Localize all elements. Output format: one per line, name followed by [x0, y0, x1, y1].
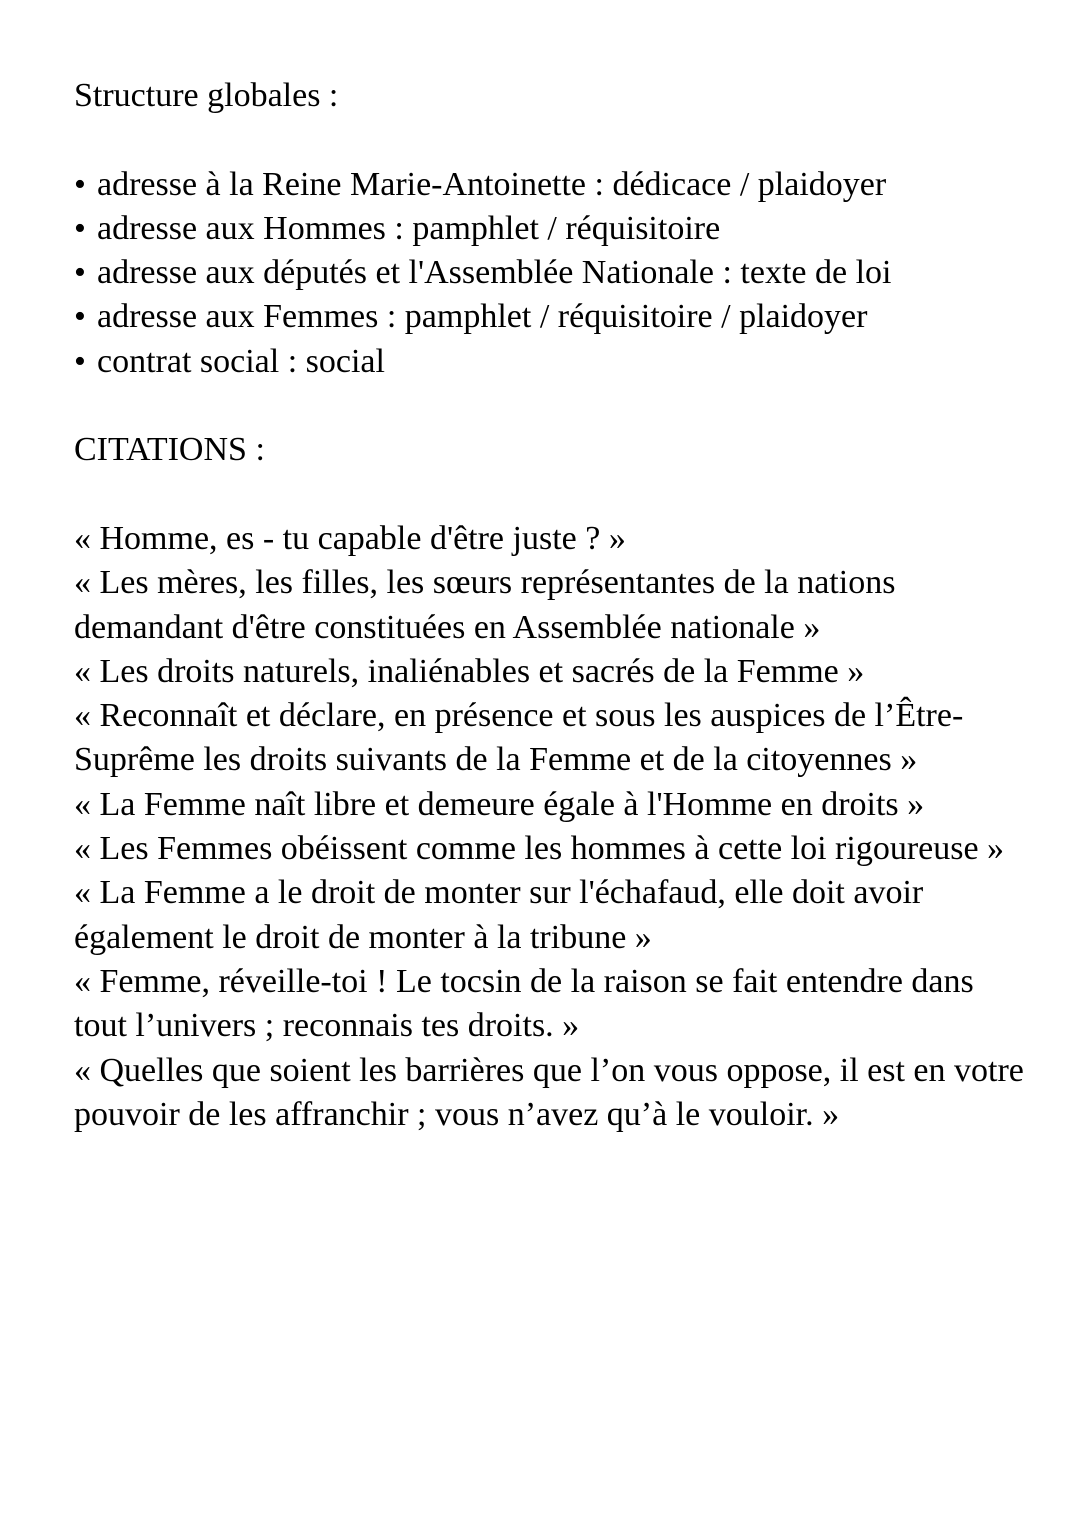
list-item	[74, 207, 1034, 251]
structure-heading: Structure globales :	[74, 77, 339, 114]
citations-list	[74, 517, 1034, 1137]
list-item	[74, 163, 1034, 207]
bullet-icon: •	[74, 298, 86, 336]
bullet-icon: •	[74, 165, 86, 203]
list-item-text: adresse aux Hommes : pamphlet / réquisitoire	[97, 209, 721, 247]
quote: « Les Femmes obéissent comme les hommes à cette loi rigoureuse »	[74, 830, 1005, 868]
list-item	[74, 251, 1034, 295]
quote: « La Femme a le droit de monter sur l'échafaud, elle doit avoir également le droit de monter à la tribune »	[74, 874, 924, 956]
list-item-text: contrat social : social	[97, 342, 385, 380]
list-item-text: adresse aux Femmes : pamphlet / réquisitoire / plaidoyer	[97, 298, 868, 336]
list-item-text: adresse à la Reine Marie-Antoinette : dédicace / plaidoyer	[97, 165, 887, 203]
structure-list	[74, 163, 1034, 384]
quote: « La Femme naît libre et demeure égale à l'Homme en droits »	[74, 785, 925, 823]
quote: « Homme, es - tu capable d'être juste ? »	[74, 519, 626, 557]
quote: « Femme, réveille-toi ! Le tocsin de la raison se fait entendre dans tout l’univers ; reconnais tes droits. »	[74, 962, 974, 1045]
spacer	[74, 118, 1034, 162]
bullet-icon: •	[74, 209, 86, 247]
quote: « Les droits naturels, inaliénables et sacrés de la Femme »	[74, 652, 865, 690]
document-page	[74, 74, 1034, 1137]
bullet-icon: •	[74, 254, 86, 292]
list-item	[74, 340, 1034, 384]
quote: « Reconnaît et déclare, en présence et sous les auspices de l’Être-Suprême les droits suivants de la Femme et de la citoyennes »	[74, 697, 964, 779]
list-item	[74, 295, 1034, 339]
quote: « Les mères, les filles, les sœurs représentantes de la nations demandant d'être constituées en Assemblée nationale »	[74, 564, 896, 646]
spacer	[74, 473, 1034, 517]
bullet-icon: •	[74, 342, 86, 380]
quote: « Quelles que soient les barrières que l’on vous oppose, il est en votre pouvoir de les affranchir ; vous n’avez qu’à le vouloir. »	[74, 1051, 1024, 1133]
citations-heading: CITATIONS :	[74, 431, 265, 469]
spacer	[74, 384, 1034, 428]
list-item-text: adresse aux députés et l'Assemblée Nationale : texte de loi	[97, 254, 892, 292]
